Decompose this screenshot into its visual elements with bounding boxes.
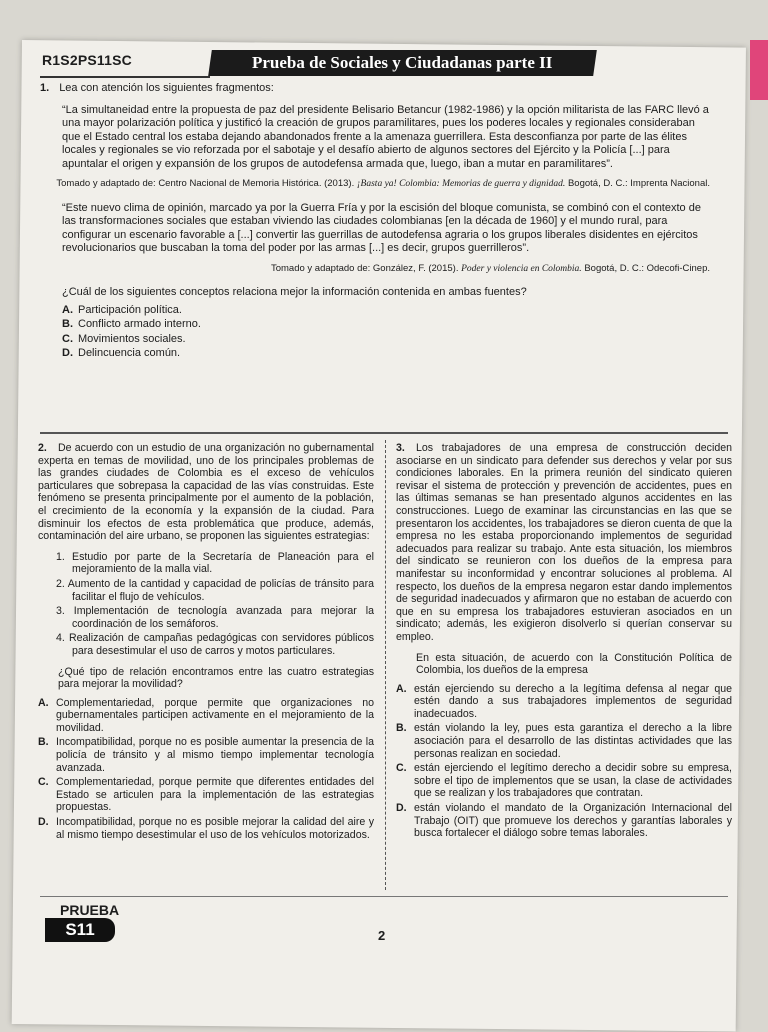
header-rule [40,76,210,78]
question-3-options [396,683,732,840]
source-2 [40,262,710,277]
option-letter: A. [38,696,49,709]
option-c[interactable] [62,333,710,347]
source-1-title: ¡Basta ya! Colombia: Memorias de guerra y dignidad. [356,179,566,189]
option-letter: A. [396,682,407,695]
question-2-options [38,697,374,842]
option-d[interactable] [62,347,710,361]
option-c[interactable] [396,762,732,800]
test-code: R1S2PS11SC [42,52,132,68]
strategy-item: 1. Estudio por parte de la Secretaría de Planeación para el mejoramiento de la malla vial. [56,550,374,576]
option-text: Conflicto armado interno. [78,318,201,330]
source-1-prefix: Tomado y adaptado de: Centro Nacional de Memoria Histórica. (2013). [56,178,355,189]
option-text: Delincuencia común. [78,347,181,359]
footer-rule [40,896,728,897]
question-3-intro: Los trabajadores de una empresa de construcción deciden asociarse en un sindicato para defender sus derechos y velar por sus condiciones laborales. En la primera reunión del sindicato quieren revisar el sistema de protección y prevención de accidentes, pues en las últimas semanas se han presentado algunos accidentes en las construcciones. Luego de examinar las circunstancias en las que se presentaron los accidentes, los trabajadores se dieron cuenta de que la empresa no les estaba proporcionando implementos de seguridad adecuados para realizar su trabajo. Ante esta situación, los miembros del sindicato se reunieron con los dueños de la empresa para manifestar su inconformidad y encontrar soluciones al problema. Al respecto, los dueños de la empresa negaron estar dando implementos de seguridad inadecuados y afirmaron que no estaban de acuerdo con que en su empresa los trabajadores estuvieran asociados en un sindicato; además, les exigieron disolverlo si querían conservar su empleo. [396,442,732,643]
option-letter: C. [38,776,49,789]
option-text: están ejerciendo el legítimo derecho a decidir sobre su empresa, sobre el tipo de implementos que se usan, la clase de actividades que se realizan y los trabajadores que contratan. [414,762,732,800]
question-2-intro: De acuerdo con un estudio de una organización no gubernamental experta en temas de movilidad, uno de los principales problemas de las grandes ciudades de Colombia es el exceso de vehículos particulares que sobrepasa la capacidad de las vías construidas. Este fenómeno se presenta principalmente por el aumento de la población, el crecimiento de la economía y la expansión de la ciudad. Para disminuir los efectos de esta problemática que produce, además, contaminación del aire urbano, se proponen las siguientes estrategias: [38,442,374,543]
option-letter: B. [38,736,49,749]
fragment-1: “La simultaneidad entre la propuesta de paz del presidente Belisario Betancur (1982-1986) y la opción militarista de las FARC llevó a una mayor polarización política y justificó la creación de grupos paramilitares, pues los poderes locales y regionales consideraban que el Estado central los estaba dejando abandonados frente a la amenaza guerrillera. Esta desconfianza por parte de las élites locales y regionales se vio reforzada por el sabotaje y el desafío abierto de algunos sectores del Ejército y la Policía [...] para apuntalar el origen y expansión de los grupos de autodefensa armada que, luego, iban a mutar en paramilitares”. [62,103,709,170]
question-number: 2. [38,442,47,454]
strategy-item: 4. Realización de campañas pedagógicas con servidores públicos para desestimular el uso de carros y motos particulares. [56,632,374,657]
option-text: Incompatibilidad, porque no es posible mejorar la calidad del aire y al mismo tiempo desestimular el uso de los vehículos motorizados. [56,816,374,841]
option-text: están violando el mandato de la Organización Internacional del Trabajo (OIT) que promueve los derechos y garantías laborales y busca fortalecer el diálogo sobre temas laborales. [414,802,732,840]
source-1-suffix: Bogotá, D. C.: Imprenta Nacional. [567,178,710,189]
question-1 [40,82,710,362]
source-1 [40,177,710,192]
option-text: Participación política. [78,303,182,316]
page-number: 2 [378,928,386,943]
question-3-stem: En esta situación, de acuerdo con la Constitución Política de Colombia, los dueños de la empresa [416,651,732,677]
question-2 [38,442,374,843]
option-letter: A. [62,303,73,316]
option-letter: D. [62,347,73,359]
question-1-stem: ¿Cuál de los siguientes conceptos relaciona mejor la información contenida en ambas fuentes? [62,286,527,298]
option-c[interactable] [38,776,374,814]
question-number: 1. [40,82,50,94]
strategies-list [56,551,374,658]
option-text: Incompatibilidad, porque no es posible aumentar la presencia de la policía de tránsito y al mismo tiempo implementar tecnología avanzada. [56,736,374,774]
option-text: están violando la ley, pues esta garantiza el derecho a la libre asociación para el desarrollo de las distintas actividades que las personas realizan en sociedad. [414,722,732,760]
strategy-item: 2. Aumento de la cantidad y capacidad de policías de tránsito para facilitar el flujo de vehículos. [56,577,374,603]
option-b[interactable] [396,722,732,760]
column-divider [385,440,387,890]
question-prompt: Lea con atención los siguientes fragmentos: [59,82,274,94]
option-b[interactable] [62,318,710,332]
footer-label: PRUEBA [60,902,120,918]
option-text: están ejerciendo su derecho a la legítima defensa al negar que estén dando a sus trabajadores implementos de seguridad inadecuados. [414,682,732,720]
option-d[interactable] [38,816,374,841]
pink-corner-marker [750,40,768,100]
option-a[interactable] [38,697,374,735]
option-letter: D. [38,816,49,829]
fragment-2: “Este nuevo clima de opinión, marcado ya por la Guerra Fría y por la escisión del bloque comunista, se combinó con el contexto de las transformaciones sociales que estaban viviendo las ciudades colombianas [en la década de 1960] y el mundo rural, para configurar un escenario favorable a [...] convertir las guerrillas de autodefensa agraria o los grupos liberales disidentes en ejércitos revolucionarios que buscaban la toma del poder por las armas [...] es decir, grupos guerrilleros”. [62,201,701,254]
question-2-stem: ¿Qué tipo de relación encontramos entre las cuatro estrategias para mejorar la movilidad? [58,665,374,691]
option-letter: B. [62,318,73,330]
question-1-options [62,304,710,361]
option-text: Complementariedad, porque permite que diferentes entidades del Estado se articulen para la implementación de las estrategias propuestas. [56,776,374,814]
strategy-item: 3. Implementación de tecnología avanzada para mejorar la coordinación de los semáforos. [56,605,374,630]
option-text: Movimientos sociales. [78,332,186,345]
section-title: Prueba de Sociales y Ciudadanas parte II [252,53,553,72]
option-letter: D. [396,802,407,815]
option-b[interactable] [38,736,374,774]
option-a[interactable] [62,304,710,318]
source-2-suffix: Bogotá, D. C.: Odecofi-Cinep. [584,262,710,274]
question-3 [396,442,732,842]
option-a[interactable] [396,683,732,721]
section-divider [40,432,728,434]
section-title-banner [208,50,597,76]
option-text: Complementariedad, porque permite que organizaciones no gubernamentales participen activamente en el mejoramiento de la movilidad. [56,696,374,734]
option-letter: B. [396,722,407,735]
option-d[interactable] [396,802,732,840]
option-letter: C. [62,332,73,345]
footer-code-badge: S11 [45,918,115,942]
option-letter: C. [396,762,407,775]
source-2-prefix: Tomado y adaptado de: González, F. (2015). [270,262,459,274]
question-number: 3. [396,442,405,454]
source-2-title: Poder y violencia en Colombia. [461,263,582,274]
